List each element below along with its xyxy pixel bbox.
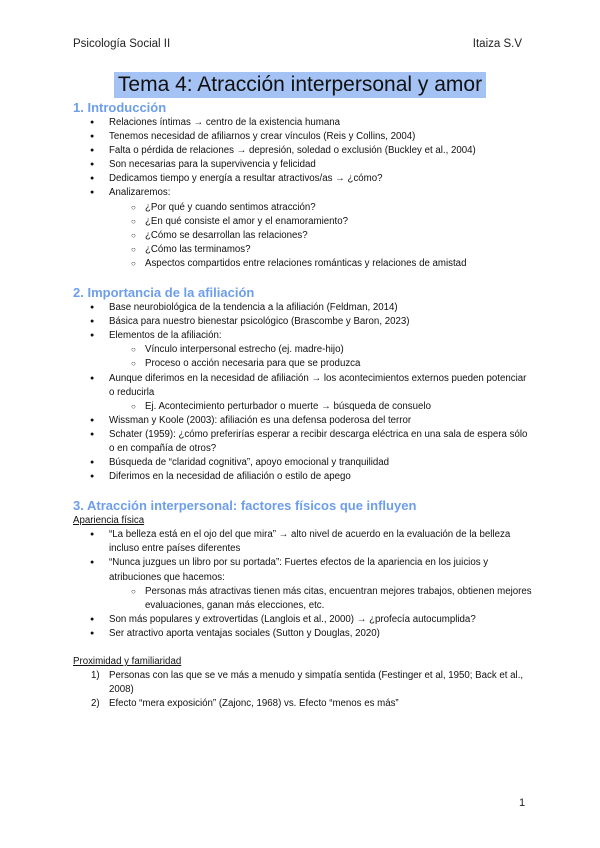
section-heading: 1. Introducción	[73, 100, 167, 115]
page-title: Tema 4: Atracción interpersonal y amor	[114, 72, 486, 98]
sub-list-item: ○ Proceso o acción necesaria para que se produzca	[73, 357, 533, 371]
list-item: ● Tenemos necesidad de afiliarnos y crear vínculos (Reis y Collins, 2004)	[73, 130, 533, 144]
list-item: ● Básica para nuestro bienestar psicológico (Brascombe y Baron, 2023)	[73, 315, 533, 329]
sub-list-item: ○ Vínculo interpersonal estrecho (ej. madre-hijo)	[73, 343, 533, 357]
list-item: ● Búsqueda de “claridad cognitiva”, apoyo emocional y tranquilidad	[73, 456, 533, 470]
header-left: Psicología Social II	[73, 38, 171, 50]
sub-list-item: ○ ¿En qué consiste el amor y el enamoramiento?	[73, 215, 533, 229]
sub-list	[109, 400, 533, 414]
bullet-list	[73, 528, 533, 641]
numbered-list	[73, 669, 533, 711]
sub-list-item: ○ Ej. Acontecimiento perturbador o muerte → búsqueda de consuelo	[73, 400, 533, 414]
subheading-appearance: Apariencia física	[73, 515, 145, 527]
list-item: ● Relaciones íntimas → centro de la existencia humana	[73, 116, 533, 130]
list-item: ● Diferimos en la necesidad de afiliación o estilo de apego	[73, 470, 533, 484]
list-item	[73, 556, 533, 612]
list-item-text: Analizaremos:	[109, 187, 171, 199]
sub-list	[109, 201, 533, 271]
sub-list-item: ○ Personas más atractivas tienen más citas, encuentran mejores trabajos, obtienen mejores evaluaciones, ganan más elecciones, etc.	[73, 585, 533, 613]
numbered-item	[73, 669, 533, 697]
section-heading: 2. Importancia de la afiliación	[73, 285, 255, 301]
bullet-list	[73, 301, 533, 484]
list-item	[73, 329, 533, 371]
page-number: 1	[519, 797, 526, 809]
list-item-text: “Nunca juzgues un libro por su portada”: Fuertes efectos de la apariencia en los juicios y atribuciones que hacemos:	[109, 557, 489, 583]
sub-list-item: ○ ¿Cómo se desarrollan las relaciones?	[73, 229, 533, 243]
sub-list	[109, 343, 533, 371]
list-item	[73, 372, 533, 414]
numbered-item	[73, 697, 533, 711]
list-item: ● Ser atractivo aporta ventajas sociales (Sutton y Douglas, 2020)	[73, 627, 533, 641]
list-item-text: Elementos de la afiliación:	[109, 330, 222, 342]
item-number: 2)	[91, 698, 100, 710]
bullet-list	[73, 116, 533, 271]
document-body	[73, 100, 533, 711]
list-item: ● Base neurobiológica de la tendencia a la afiliación (Feldman, 2014)	[73, 301, 533, 315]
list-item: ● Dedicamos tiempo y energía a resultar atractivos/as → ¿cómo?	[73, 172, 533, 186]
list-item: ● Son necesarias para la supervivencia y felicidad	[73, 158, 533, 172]
section-heading: 3. Atracción interpersonal: factores físicos que influyen	[73, 498, 417, 514]
subheading-proximity: Proximidad y familiaridad	[73, 656, 182, 667]
list-item: ● Son más populares y extrovertidas (Langlois et al., 2000) → ¿profecía autocumplida?	[73, 613, 533, 627]
list-item	[73, 186, 533, 271]
item-text: Efecto “mera exposición” (Zajonc, 1968) vs. Efecto “menos es más”	[109, 698, 399, 710]
sub-list-item: ○ Aspectos compartidos entre relaciones románticas y relaciones de amistad	[73, 257, 533, 271]
list-item: ● “La belleza está en el ojo del que mira” → alto nivel de acuerdo en la evaluación de la belleza incluso entre países diferentes	[73, 528, 533, 556]
item-number: 1)	[91, 670, 100, 681]
list-item: ● Schater (1959): ¿cómo preferirías esperar a recibir descarga eléctrica en una sala de espera sólo o en compañía de otros?	[73, 428, 533, 456]
list-item: ● Falta o pérdida de relaciones → depresión, soledad o exclusión (Buckley et al., 2004)	[73, 144, 533, 158]
list-item-text: Aunque diferimos en la necesidad de afiliación → los acontecimientos externos pueden potenciar o reducirla	[109, 372, 527, 398]
list-item: ● Wissman y Koole (2003): afiliación es una defensa poderosa del terror	[73, 414, 533, 428]
title-wrap	[0, 72, 600, 98]
item-text: Personas con las que se ve más a menudo y simpatía sentida (Festinger et al, 1950; Back et al., 2008)	[109, 670, 524, 696]
sub-list-item: ○ ¿Por qué y cuando sentimos atracción?	[73, 201, 533, 215]
sub-list-item: ○ ¿Cómo las terminamos?	[73, 243, 533, 257]
sub-list	[109, 585, 533, 613]
header-right: Itaiza S.V	[472, 38, 522, 50]
